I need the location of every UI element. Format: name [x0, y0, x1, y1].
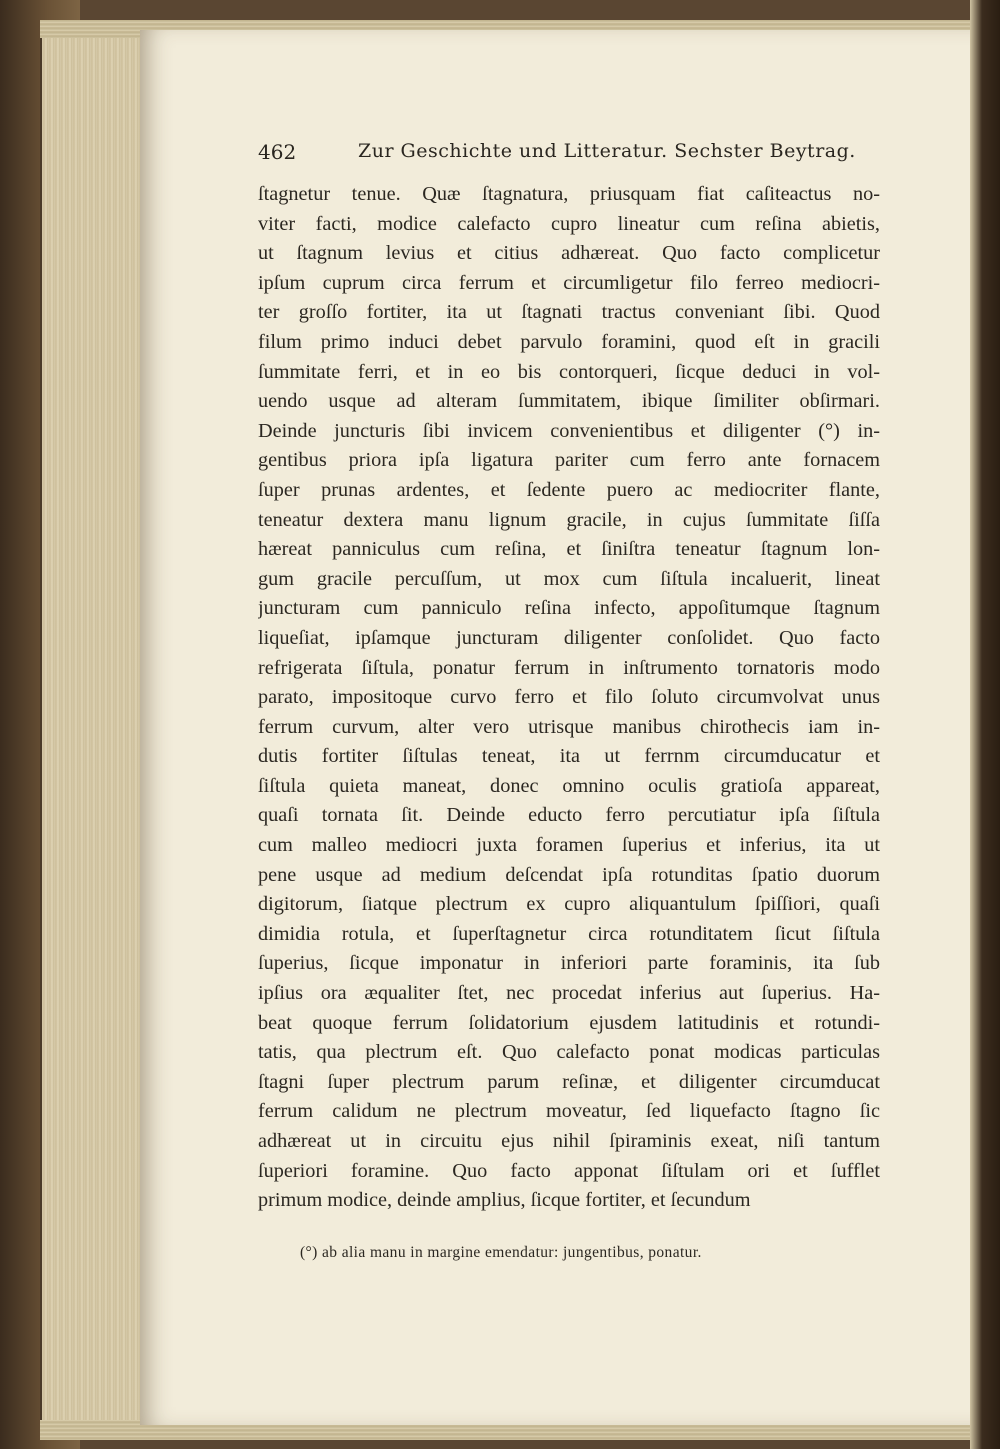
text-line: tatis, qua plectrum eſt. Quo calefacto ponat modicas particulas: [258, 1041, 880, 1064]
text-line: gentibus priora ipſa ligatura pariter cum ferro ante fornacem: [258, 449, 880, 472]
text-line: ſuperius, ſicque imponatur in inferiori parte foraminis, ita ſub: [258, 952, 880, 975]
text-line: pene usque ad medium deſcendat ipſa rotunditas ſpatio duorum: [258, 863, 880, 886]
text-line: viter facti, modice calefacto cupro lineatur cum reſina abietis,: [258, 212, 880, 235]
text-line: ipſum cuprum circa ferrum et circumligetur filo ferreo mediocri-: [258, 271, 880, 294]
text-line: ſiſtula quieta maneat, donec omnino oculis gratioſa appareat,: [258, 774, 880, 797]
text-line: primum modice, deinde amplius, ſicque fortiter, et ſecundum: [258, 1189, 751, 1212]
text-line: parato, impositoque curvo ferro et filo ſoluto circumvolvat unus: [258, 686, 880, 709]
text-line: adhæreat ut in circuitu ejus nihil ſpiraminis exeat, niſi tantum: [258, 1130, 880, 1152]
body-text: [258, 180, 880, 1216]
text-line: Deinde juncturis ſibi invicem convenientibus et diligenter (°) in-: [258, 419, 880, 442]
text-line: gum gracile percuſſum, ut mox cum ſiſtula incaluerit, lineat: [258, 567, 880, 590]
text-line: beat quoque ferrum ſolidatorium ejusdem latitudinis et rotundi-: [258, 1011, 880, 1034]
text-line: dutis fortiter ſiſtulas teneat, ita ut ferrnm circumducatur et: [258, 745, 880, 768]
text-line: hæreat panniculus cum reſina, et ſiniſtra teneatur ſtagnum lon-: [258, 538, 880, 561]
text-line: ſtagni ſuper plectrum parum reſinæ, et diligenter circumducat: [258, 1070, 880, 1093]
text-line: ut ſtagnum levius et citius adhæreat. Quo facto complicetur: [258, 242, 880, 265]
text-line: ferrum calidum ne plectrum moveatur, ſed liquefacto ſtagno ſic: [258, 1100, 880, 1123]
text-line: quaſi tornata ſit. Deinde educto ferro percutiatur ipſa ſiſtula: [258, 804, 880, 827]
text-line: refrigerata ſiſtula, ponatur ferrum in inſtrumento tornatoris modo: [258, 656, 880, 679]
text-line: ſtagnetur tenue. Quæ ſtagnatura, priusquam fiat caſiteactus no-: [258, 183, 880, 205]
right-edge: [970, 0, 1000, 1449]
page-header: [258, 140, 878, 170]
text-line: ſuper prunas ardentes, et ſedente puero ac mediocriter flante,: [258, 478, 880, 501]
page-number: 462: [258, 140, 297, 164]
text-line: filum primo induci debet parvulo foramini, quod eſt in gracili: [258, 330, 880, 353]
text-line: ſuperiori foramine. Quo facto apponat ſiſtulam ori et ſufflet: [258, 1159, 880, 1182]
text-line: ter groſſo fortiter, ita ut ſtagnati tractus conveniant ſibi. Quod: [258, 301, 880, 324]
footnote: (°) ab alia manu in margine emendatur: jungentibus, ponatur.: [300, 1244, 702, 1261]
text-line: digitorum, ſiatque plectrum ex cupro aliquantulum ſpiſſiori, quaſi: [258, 893, 880, 916]
text-line: juncturam cum panniculo reſina infecto, appoſitumque ſtagnum: [258, 597, 880, 620]
text-line: ſummitate ferri, et in eo bis contorqueri, ſicque deduci in vol-: [258, 360, 880, 383]
running-title: Zur Geschichte und Litteratur. Sechster Beytrag.: [358, 140, 856, 162]
text-line: uendo usque ad alteram ſummitatem, ibique ſimiliter obſirmari.: [258, 390, 880, 413]
text-line: dimidia rotula, et ſuperſtagnetur circa rotunditatem ſicut ſiſtula: [258, 922, 880, 945]
text-line: ipſius ora æqualiter ſtet, nec procedat inferius aut ſuperius. Ha-: [258, 982, 880, 1005]
text-line: ferrum curvum, alter vero utrisque manibus chirothecis iam in-: [258, 715, 880, 738]
text-line: cum malleo mediocri juxta foramen ſuperius et inferius, ita ut: [258, 834, 880, 857]
text-line: teneatur dextera manu lignum gracile, in cujus ſummitate ſiſſa: [258, 508, 880, 531]
text-line: liqueſiat, ipſamque juncturam diligenter conſolidet. Quo facto: [258, 626, 880, 649]
